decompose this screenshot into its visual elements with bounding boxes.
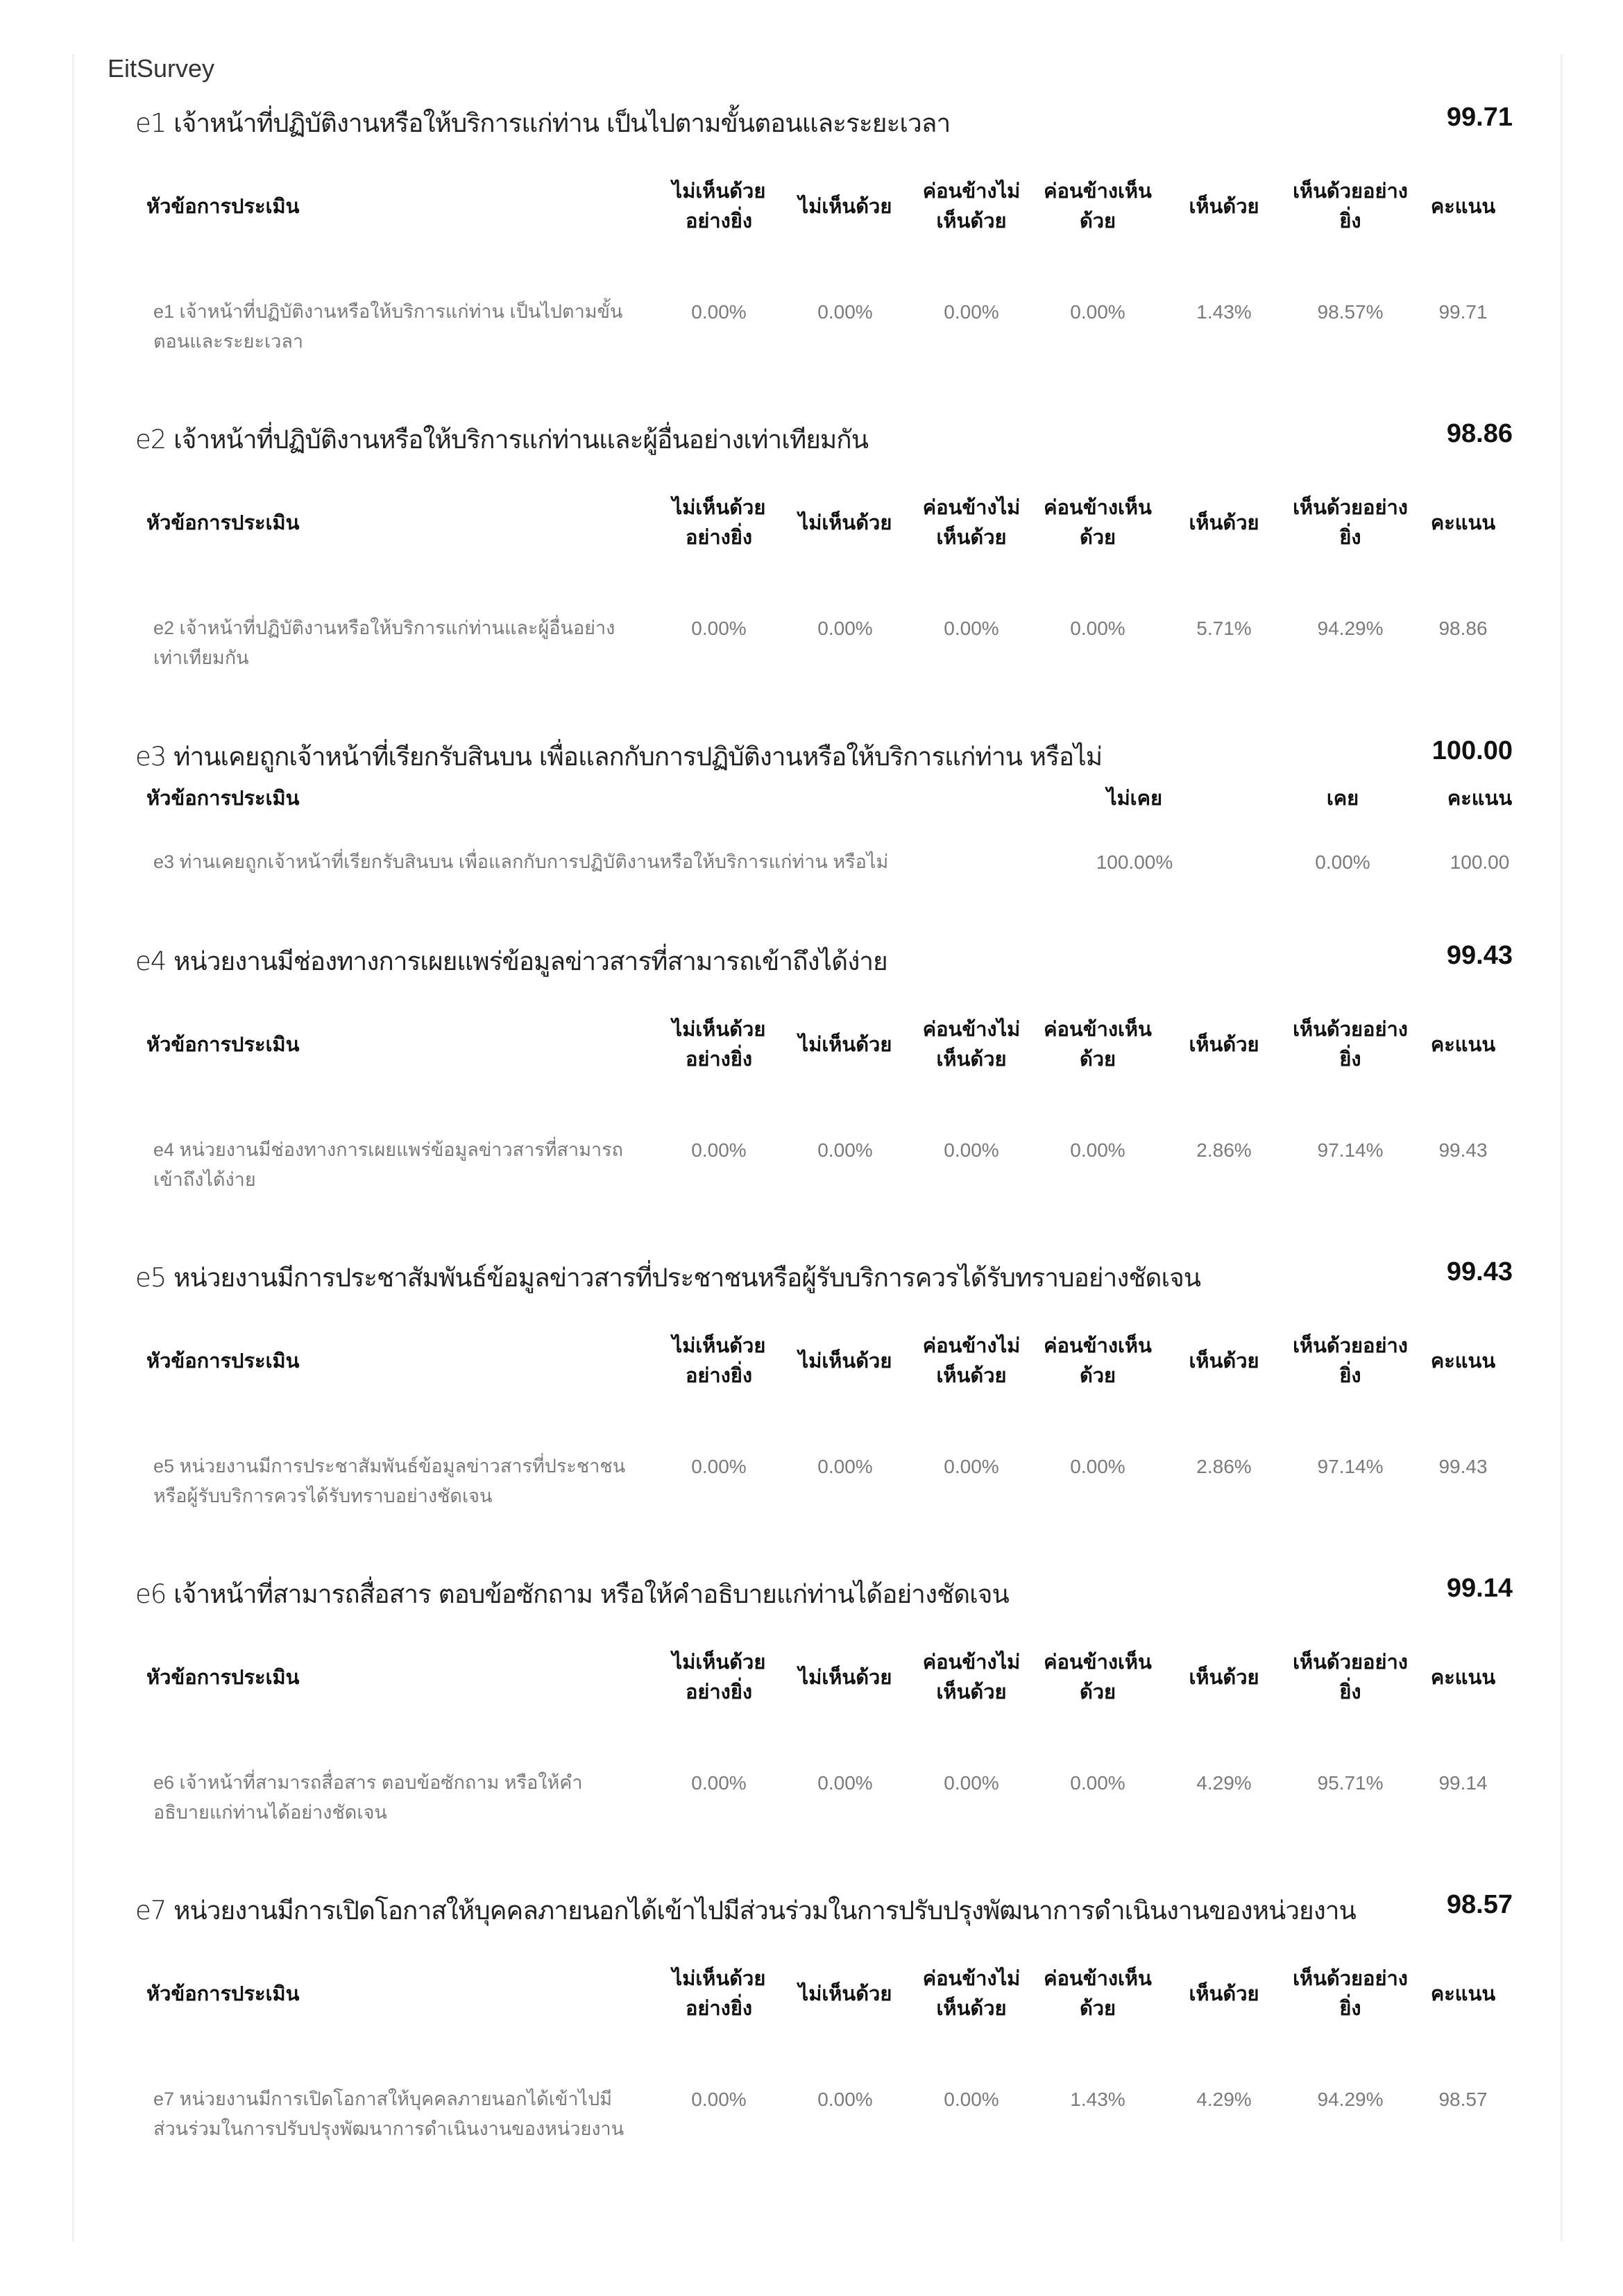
row-item: e5 หน่วยงานมีการประชาสัมพันธ์ข้อมูลข่าวสารที่ประชาชนหรือผู้รับบริการควรได้รับทราบอย่างชัดเจน — [153, 1456, 626, 1506]
section-score: 98.86 — [1446, 419, 1513, 448]
section-title: e7 หน่วยงานมีการเปิดโอกาสให้บุคคลภายนอกได้เข้าไปมีส่วนร่วมในการปรับปรุงพัฒนาการดำเนินงานของหน่วยงาน — [135, 1896, 1356, 1925]
header-option: ค่อนข้างไม่เห็นด้วย — [922, 1968, 1021, 2020]
section-score: 99.43 — [1446, 941, 1513, 970]
evaluation-table — [135, 983, 1513, 1195]
row-value: 100.00% — [1096, 851, 1173, 873]
row-value: 97.14% — [1317, 1139, 1384, 1161]
section-e2 — [135, 419, 1513, 673]
header-option: ค่อนข้างไม่เห็นด้วย — [922, 180, 1021, 232]
table-row — [135, 1135, 1513, 1195]
header-option: ค่อนข้างไม่เห็นด้วย — [922, 497, 1021, 549]
section-title: e1 เจ้าหน้าที่ปฏิบัติงานหรือให้บริการแก่ท่าน เป็นไปตามขั้นตอนและระยะเวลา — [135, 108, 951, 138]
row-value: 0.00% — [1070, 301, 1125, 323]
header-option: ค่อนข้างไม่เห็นด้วย — [922, 1651, 1021, 1703]
row-value: 0.00% — [691, 1456, 747, 1477]
row-score: 98.57 — [1438, 2089, 1488, 2110]
row-value: 5.71% — [1196, 618, 1252, 639]
section-title: e5 หน่วยงานมีการประชาสัมพันธ์ข้อมูลข่าวสารที่ประชาชนหรือผู้รับบริการควรได้รับทราบอย่างชัดเจน — [135, 1263, 1201, 1293]
header-option: ค่อนข้างเห็นด้วย — [1044, 180, 1152, 232]
header-option: ไม่เห็นด้วยอย่างยิ่ง — [672, 1335, 766, 1387]
header-option: ค่อนข้างเห็นด้วย — [1044, 497, 1152, 549]
row-score: 99.14 — [1438, 1772, 1488, 1794]
header-option: ไม่เห็นด้วยอย่างยิ่ง — [672, 1019, 766, 1071]
row-score: 99.71 — [1438, 301, 1488, 323]
table-row — [135, 847, 1513, 877]
header-item: หัวข้อการประเมิน — [146, 1033, 300, 1056]
row-value: 1.43% — [1196, 301, 1252, 323]
row-value: 0.00% — [944, 1772, 999, 1794]
row-item: e6 เจ้าหน้าที่สามารถสื่อสาร ตอบข้อซักถาม หรือให้คำอธิบายแก่ท่านได้อย่างชัดเจน — [153, 1772, 583, 1823]
evaluation-table — [135, 144, 1513, 357]
row-value: 0.00% — [1070, 1772, 1125, 1794]
row-value: 0.00% — [817, 301, 873, 323]
section-e4 — [135, 941, 1513, 1195]
header-score: คะแนน — [1430, 511, 1496, 534]
row-value: 0.00% — [944, 1139, 999, 1161]
header-option: เห็นด้วยอย่างยิ่ง — [1293, 180, 1408, 232]
table-header — [135, 144, 1513, 269]
table-row — [135, 613, 1513, 673]
row-value: 0.00% — [691, 618, 747, 639]
row-value: 94.29% — [1317, 618, 1384, 639]
row-value: 0.00% — [1070, 1139, 1125, 1161]
header-item: หัวข้อการประเมิน — [146, 1350, 300, 1372]
evaluation-table — [135, 1615, 1513, 1828]
row-value: 97.14% — [1317, 1456, 1384, 1477]
header-score: คะแนน — [1447, 787, 1513, 810]
header-option: ค่อนข้างเห็นด้วย — [1044, 1968, 1152, 2020]
table-header — [135, 461, 1513, 586]
row-value: 0.00% — [817, 1456, 873, 1477]
section-title: e3 ท่านเคยถูกเจ้าหน้าที่เรียกรับสินบน เพื่อแลกกับการปฏิบัติงานหรือให้บริการแก่ท่าน หรือไม่ — [135, 742, 1103, 772]
header-option: เห็นด้วยอย่างยิ่ง — [1293, 1651, 1408, 1703]
table-row — [135, 1768, 1513, 1828]
row-score: 99.43 — [1438, 1456, 1488, 1477]
table-header — [135, 1299, 1513, 1424]
header-option: เห็นด้วย — [1189, 1350, 1259, 1372]
section-score: 99.43 — [1446, 1257, 1513, 1286]
header-score: คะแนน — [1430, 195, 1496, 218]
evaluation-table — [135, 778, 1513, 877]
table-header — [135, 778, 1513, 819]
header-option: ค่อนข้างไม่เห็นด้วย — [922, 1019, 1021, 1071]
header-score: คะแนน — [1430, 1350, 1496, 1372]
header-option: เห็นด้วยอย่างยิ่ง — [1293, 1335, 1408, 1387]
header-option: เห็นด้วย — [1189, 511, 1259, 534]
section-e1 — [135, 103, 1513, 357]
header-option: ค่อนข้างเห็นด้วย — [1044, 1651, 1152, 1703]
header-option: เห็นด้วยอย่างยิ่ง — [1293, 1019, 1408, 1071]
header-option: ไม่เห็นด้วยอย่างยิ่ง — [672, 180, 766, 232]
row-score: 100.00 — [1450, 851, 1510, 873]
row-value: 0.00% — [1070, 1456, 1125, 1477]
row-value: 0.00% — [691, 1772, 747, 1794]
table-header — [135, 1932, 1513, 2057]
table-header — [135, 983, 1513, 1107]
evaluation-table — [135, 461, 1513, 673]
row-value: 0.00% — [691, 2089, 747, 2110]
row-item: e2 เจ้าหน้าที่ปฏิบัติงานหรือให้บริการแก่ท่านและผู้อื่นอย่างเท่าเทียมกัน — [153, 618, 615, 668]
row-item: e4 หน่วยงานมีช่องทางการเผยแพร่ข้อมูลข่าวสารที่สามารถเข้าถึงได้ง่าย — [153, 1139, 624, 1190]
section-e7 — [135, 1890, 1513, 2144]
header-item: หัวข้อการประเมิน — [146, 511, 300, 534]
header-item: หัวข้อการประเมิน — [146, 195, 300, 218]
header-option: เห็นด้วยอย่างยิ่ง — [1293, 497, 1408, 549]
header-option: ไม่เห็นด้วย — [798, 511, 892, 534]
header-item: หัวข้อการประเมิน — [146, 787, 300, 810]
section-score: 99.14 — [1446, 1574, 1513, 1603]
header-option: ค่อนข้างไม่เห็นด้วย — [922, 1335, 1021, 1387]
section-score: 99.71 — [1446, 103, 1513, 132]
header-option: ไม่เห็นด้วย — [798, 1982, 892, 2005]
row-value: 1.43% — [1070, 2089, 1125, 2110]
row-score: 98.86 — [1438, 618, 1488, 639]
header-option: ไม่เห็นด้วย — [798, 1666, 892, 1689]
row-value: 0.00% — [691, 1139, 747, 1161]
section-title: e6 เจ้าหน้าที่สามารถสื่อสาร ตอบข้อซักถาม หรือให้คำอธิบายแก่ท่านได้อย่างชัดเจน — [135, 1579, 1009, 1609]
header-option: เห็นด้วยอย่างยิ่ง — [1293, 1968, 1408, 2020]
row-value: 2.86% — [1196, 1456, 1252, 1477]
row-value: 4.29% — [1196, 2089, 1252, 2110]
brand-title: EitSurvey — [108, 54, 215, 83]
table-row — [135, 2084, 1513, 2144]
row-item: e1 เจ้าหน้าที่ปฏิบัติงานหรือให้บริการแก่ท่าน เป็นไปตามขั้นตอนและระยะเวลา — [153, 301, 623, 352]
row-value: 95.71% — [1317, 1772, 1384, 1794]
table-header — [135, 1615, 1513, 1740]
row-value: 0.00% — [817, 2089, 873, 2110]
row-item: e7 หน่วยงานมีการเปิดโอกาสให้บุคคลภายนอกได้เข้าไปมีส่วนร่วมในการปรับปรุงพัฒนาการดำเนินงานของหน่วยงาน — [153, 2089, 624, 2139]
header-option: ค่อนข้างเห็นด้วย — [1044, 1019, 1152, 1071]
section-e6 — [135, 1574, 1513, 1828]
row-value: 0.00% — [691, 301, 747, 323]
row-value: 0.00% — [817, 618, 873, 639]
header-option: ไม่เห็นด้วย — [798, 195, 892, 218]
section-e3 — [135, 736, 1513, 877]
header-option: เห็นด้วย — [1189, 1982, 1259, 2005]
header-option: ไม่เคย — [1106, 787, 1162, 810]
row-value: 0.00% — [1315, 851, 1370, 873]
row-item: e3 ท่านเคยถูกเจ้าหน้าที่เรียกรับสินบน เพื่อแลกกับการปฏิบัติงานหรือให้บริการแก่ท่าน หรือไม่ — [153, 851, 889, 872]
row-value: 0.00% — [944, 301, 999, 323]
header-score: คะแนน — [1430, 1666, 1496, 1689]
section-e5 — [135, 1257, 1513, 1511]
table-row — [135, 297, 1513, 357]
header-option: เห็นด้วย — [1189, 1666, 1259, 1689]
row-value: 0.00% — [817, 1772, 873, 1794]
header-score: คะแนน — [1430, 1982, 1496, 2005]
table-row — [135, 1452, 1513, 1511]
header-option: เคย — [1326, 787, 1359, 810]
section-title: e2 เจ้าหน้าที่ปฏิบัติงานหรือให้บริการแก่ท่านและผู้อื่นอย่างเท่าเทียมกัน — [135, 425, 869, 454]
header-option: ไม่เห็นด้วย — [798, 1350, 892, 1372]
header-option: ไม่เห็นด้วยอย่างยิ่ง — [672, 1968, 766, 2020]
section-title: e4 หน่วยงานมีช่องทางการเผยแพร่ข้อมูลข่าวสารที่สามารถเข้าถึงได้ง่าย — [135, 946, 887, 976]
row-score: 99.43 — [1438, 1139, 1488, 1161]
header-item: หัวข้อการประเมิน — [146, 1666, 300, 1689]
section-score: 100.00 — [1431, 736, 1513, 765]
header-option: ไม่เห็นด้วย — [798, 1033, 892, 1056]
header-item: หัวข้อการประเมิน — [146, 1982, 300, 2005]
row-value: 4.29% — [1196, 1772, 1252, 1794]
header-option: ไม่เห็นด้วยอย่างยิ่ง — [672, 1651, 766, 1703]
row-value: 0.00% — [817, 1139, 873, 1161]
row-value: 0.00% — [944, 2089, 999, 2110]
section-score: 98.57 — [1446, 1890, 1513, 1919]
evaluation-table — [135, 1932, 1513, 2144]
header-option: ค่อนข้างเห็นด้วย — [1044, 1335, 1152, 1387]
row-value: 0.00% — [1070, 618, 1125, 639]
row-value: 0.00% — [944, 1456, 999, 1477]
header-option: เห็นด้วย — [1189, 1033, 1259, 1056]
row-value: 98.57% — [1317, 301, 1384, 323]
header-score: คะแนน — [1430, 1033, 1496, 1056]
row-value: 94.29% — [1317, 2089, 1384, 2110]
header-option: ไม่เห็นด้วยอย่างยิ่ง — [672, 497, 766, 549]
row-value: 2.86% — [1196, 1139, 1252, 1161]
evaluation-table — [135, 1299, 1513, 1511]
header-option: เห็นด้วย — [1189, 195, 1259, 218]
row-value: 0.00% — [944, 618, 999, 639]
